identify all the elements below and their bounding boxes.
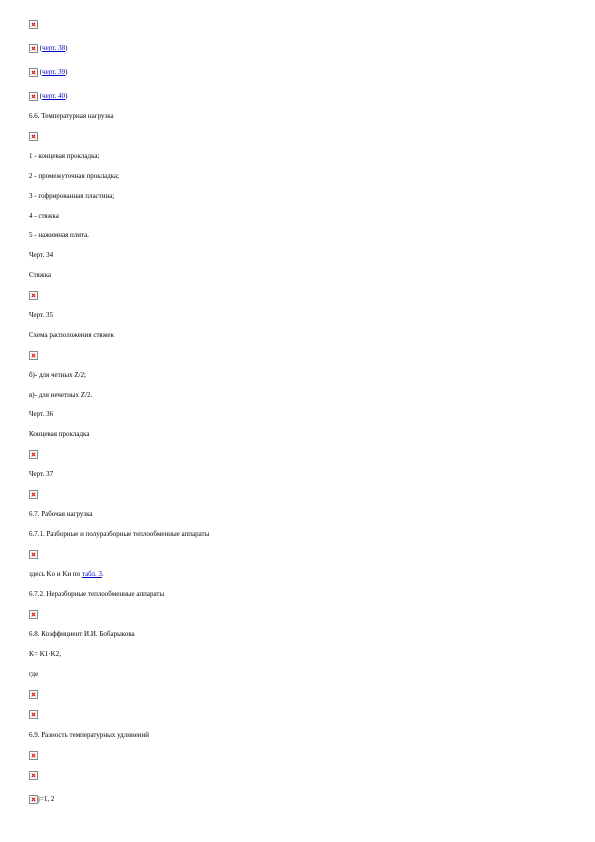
chart-38-link[interactable]: черт. 38 bbox=[42, 44, 66, 53]
image-placeholder bbox=[29, 291, 38, 300]
broken-image-icon bbox=[29, 771, 38, 780]
image-placeholder bbox=[29, 351, 38, 360]
broken-image-icon bbox=[29, 450, 38, 459]
section-6-9-heading: 6.9. Разность температурных удлинений bbox=[29, 731, 150, 739]
section-6-7-2-heading: 6.7.2. Неразборные теплообменные аппараты bbox=[29, 590, 165, 598]
j-index-line: j=1, 2 bbox=[29, 795, 54, 804]
table-reference-line: здесь Kо и Kи по табл. 3. bbox=[29, 570, 104, 578]
image-placeholder bbox=[29, 490, 38, 499]
image-placeholder bbox=[29, 690, 38, 699]
legend-item-1: 1 - концевая прокладка; bbox=[29, 152, 100, 160]
broken-image-icon bbox=[29, 92, 38, 101]
section-6-7-heading: 6.7. Рабочая нагрузка bbox=[29, 510, 93, 518]
broken-image-icon bbox=[29, 550, 38, 559]
chart-36-caption: Черт. 36 bbox=[29, 410, 54, 418]
broken-image-icon bbox=[29, 20, 38, 29]
k-formula: K= K1·K2, bbox=[29, 650, 61, 658]
chart-35-caption: Черт. 35 bbox=[29, 311, 54, 319]
image-placeholder bbox=[29, 550, 38, 559]
broken-image-icon bbox=[29, 490, 38, 499]
broken-image-icon bbox=[29, 68, 38, 77]
section-6-8-heading: 6.8. Коэффициент И.И. Бобарыкова bbox=[29, 630, 135, 638]
legend-item-5: 5 - нажимная плита. bbox=[29, 231, 90, 239]
broken-image-icon bbox=[29, 751, 38, 760]
image-placeholder bbox=[29, 710, 38, 719]
even-note: б)- для четных Z/2; bbox=[29, 371, 87, 379]
broken-image-icon bbox=[29, 351, 38, 360]
image-placeholder bbox=[29, 132, 38, 141]
scheme-title: Схема расположения стяжек bbox=[29, 331, 114, 339]
odd-note: в)- для нечетных Z/2. bbox=[29, 391, 93, 399]
image-placeholder bbox=[29, 751, 38, 760]
figure-ref-38: (черт. 38) bbox=[29, 44, 68, 53]
section-6-6-heading: 6.6. Температурная нагрузка bbox=[29, 112, 114, 120]
broken-image-icon bbox=[29, 710, 38, 719]
broken-image-icon bbox=[29, 291, 38, 300]
where-label: где bbox=[29, 670, 39, 678]
end-gasket-title: Концевая прокладка bbox=[29, 430, 90, 438]
figure-ref-40: (черт. 40) bbox=[29, 92, 68, 101]
broken-image-icon bbox=[29, 795, 38, 804]
chart-37-caption: Черт. 37 bbox=[29, 470, 54, 478]
legend-item-4: 4 - стяжка bbox=[29, 212, 59, 220]
legend-item-2: 2 - промежуточная прокладка; bbox=[29, 172, 120, 180]
broken-image-icon bbox=[29, 44, 38, 53]
chart-40-link[interactable]: черт. 40 bbox=[42, 92, 66, 101]
image-placeholder bbox=[29, 771, 38, 780]
broken-image-icon bbox=[29, 132, 38, 141]
chart-34-caption: Черт. 34 bbox=[29, 251, 54, 259]
table-3-link[interactable]: табл. 3 bbox=[81, 570, 103, 578]
image-placeholder bbox=[29, 450, 38, 459]
section-6-7-1-heading: 6.7.1. Разборные и полуразборные теплообменные аппараты bbox=[29, 530, 210, 538]
image-placeholder bbox=[29, 610, 38, 619]
styazhka-title: Стяжка bbox=[29, 271, 52, 279]
chart-39-link[interactable]: черт. 39 bbox=[42, 68, 66, 77]
broken-image-icon bbox=[29, 690, 38, 699]
legend-item-3: 3 - гофрированная пластина; bbox=[29, 192, 115, 200]
figure-ref-39: (черт. 39) bbox=[29, 68, 68, 77]
broken-image-icon bbox=[29, 610, 38, 619]
image-placeholder bbox=[29, 20, 38, 29]
